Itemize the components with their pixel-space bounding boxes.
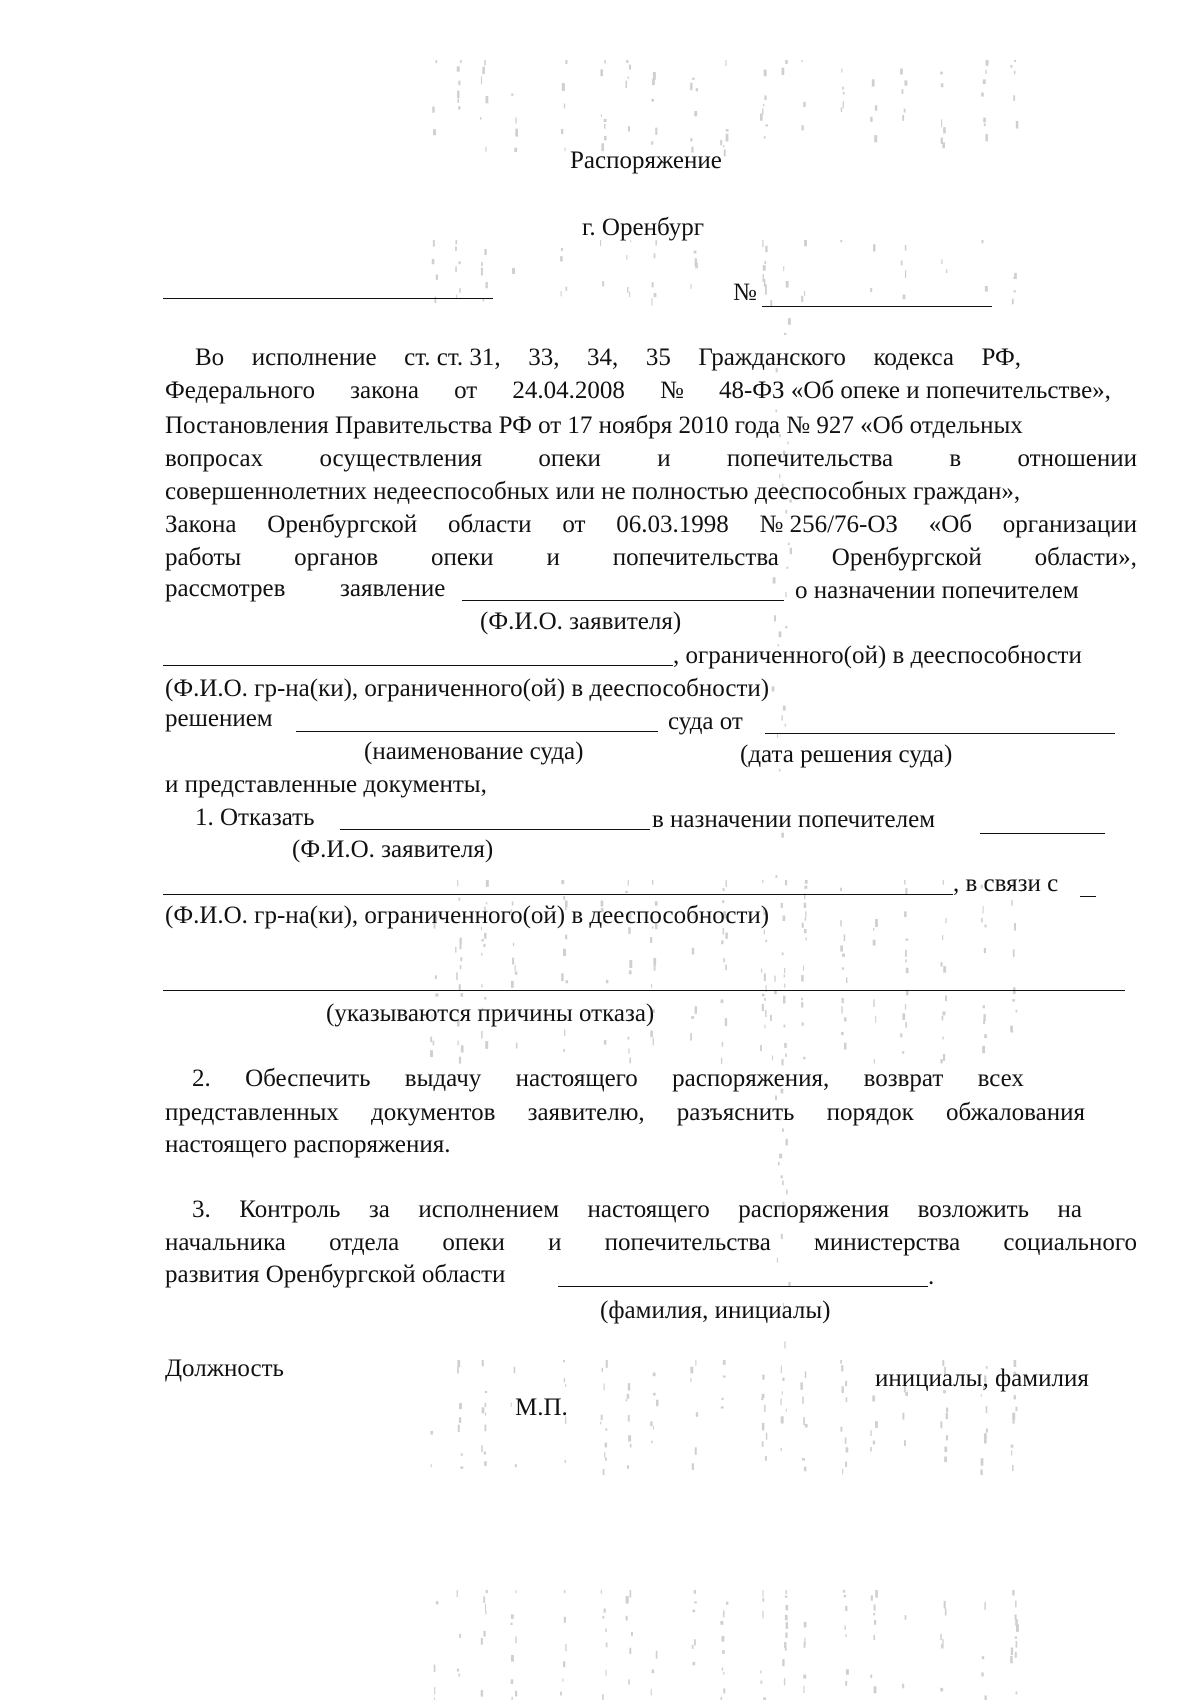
item1-hint-applicant: (Ф.И.О. заявителя)	[292, 836, 494, 863]
number-line	[762, 306, 992, 307]
item3-name-line	[558, 1286, 928, 1287]
preamble-line-6	[165, 512, 1137, 537]
seal-placeholder: М.П.	[515, 1394, 568, 1421]
item3-period: .	[928, 1263, 935, 1290]
word: осуществления	[319, 445, 483, 472]
word: и	[657, 445, 671, 472]
word: выдачу	[404, 1065, 482, 1092]
item1-ward-line	[163, 894, 953, 895]
preamble-line-7	[165, 545, 1137, 570]
court-from-label: суда от	[668, 708, 743, 735]
item3-hint-name: (фамилия, инициалы)	[600, 1297, 831, 1324]
item1-tail-line	[980, 833, 1105, 834]
preamble-line-2	[165, 378, 1111, 403]
word: исполнение	[251, 344, 377, 371]
word: 48-ФЗ «Об опеке и попечительстве»,	[718, 377, 1111, 404]
word: вопросах	[165, 445, 264, 472]
word: работы	[165, 544, 242, 571]
word: Федерального	[165, 377, 316, 404]
item1-text: в назначении попечителем	[652, 806, 936, 833]
item3-line-1	[192, 1197, 1082, 1222]
word: обжалования	[945, 1099, 1085, 1126]
word: ст. ст. 31,	[404, 344, 501, 371]
word: закона	[350, 377, 419, 404]
word: опеки	[442, 1229, 505, 1256]
word: от	[454, 377, 478, 404]
word: Закона	[165, 511, 237, 538]
appoint-guardian-text: о назначении попечителем	[795, 577, 1079, 604]
word: распоряжения	[738, 1196, 890, 1223]
word: в	[949, 445, 962, 472]
item2-line-3: настоящего распоряжения.	[165, 1131, 451, 1158]
word: организации	[1002, 511, 1137, 538]
item1-hint-reasons: (указываются причины отказа)	[326, 1000, 655, 1027]
word: на	[1057, 1196, 1082, 1223]
preamble-line-3: Постановления Правительства РФ от 17 ноября 2010 года № 927 «Об отдельных	[165, 412, 1023, 439]
word: представленных	[165, 1099, 339, 1126]
applicant-name-line	[462, 600, 784, 601]
word: Гражданского	[698, 344, 846, 371]
word: Контроль	[239, 1196, 341, 1223]
preamble-line-4	[165, 446, 1137, 471]
word: кодекса	[873, 344, 954, 371]
hint-date: (дата решения суда)	[740, 741, 953, 768]
word: Во	[195, 344, 225, 371]
item1-reason-start-line	[1080, 896, 1096, 897]
word: 06.03.1998	[616, 511, 729, 538]
word: порядок	[826, 1099, 914, 1126]
documents-text: и представленные документы,	[165, 771, 487, 798]
word: органов	[294, 544, 379, 571]
word: исполнением	[418, 1196, 560, 1223]
word: за	[368, 1196, 390, 1223]
item2-line-1	[192, 1066, 1024, 1091]
word: 33,	[528, 344, 560, 371]
preamble-line-1	[195, 345, 1021, 370]
considered-label: рассмотрев	[165, 575, 286, 602]
word: «Об	[928, 511, 972, 538]
item3-line-2	[165, 1230, 1137, 1255]
word: и	[548, 1229, 562, 1256]
word: области»,	[1034, 544, 1137, 571]
word: возврат	[863, 1065, 944, 1092]
application-label: заявление	[340, 575, 446, 602]
word: 2.	[192, 1065, 211, 1092]
item2-line-2	[165, 1100, 1085, 1125]
item3-line-3: развития Оренбургской области	[165, 1261, 506, 1288]
signature-position: Должность	[165, 1355, 284, 1382]
word: министерства	[814, 1229, 961, 1256]
word: РФ,	[981, 344, 1021, 371]
word: и	[546, 544, 560, 571]
court-name-line	[296, 731, 658, 732]
word: документов	[371, 1099, 496, 1126]
item1-applicant-line	[340, 829, 650, 830]
word: № 256/76-ОЗ	[759, 511, 898, 538]
word: отдела	[329, 1229, 400, 1256]
word: Оренбургской	[831, 544, 982, 571]
signature-name: инициалы, фамилия	[875, 1365, 1089, 1392]
word: области	[447, 511, 532, 538]
item1-in-connection: , в связи с	[953, 870, 1059, 897]
hint-ward: (Ф.И.О. гр-на(ки), ограниченного(ой) в дееспособности)	[165, 675, 770, 702]
word: начальника	[165, 1229, 286, 1256]
word: отношении	[1017, 445, 1137, 472]
word: всех	[977, 1065, 1024, 1092]
court-date-line	[765, 733, 1115, 734]
word: попечительства	[612, 544, 779, 571]
date-line	[163, 298, 493, 299]
hint-applicant: (Ф.И.О. заявителя)	[480, 608, 682, 635]
word: Обеспечить	[245, 1065, 371, 1092]
limited-capacity-text: , ограниченного(ой) в дееспособности	[673, 642, 1082, 669]
word: Оренбургской	[267, 511, 418, 538]
hint-court: (наименование суда)	[364, 738, 584, 765]
word: распоряжения,	[672, 1065, 830, 1092]
word: попечительства	[726, 445, 894, 472]
word: настоящего	[587, 1196, 710, 1223]
word: 24.04.2008	[512, 377, 625, 404]
word: попечительства	[604, 1229, 771, 1256]
city: г. Оренбург	[582, 214, 704, 241]
word: 35	[645, 344, 671, 371]
preamble-line-5: совершеннолетних недееспособных или не полностью дееспособных граждан»,	[165, 478, 1021, 505]
word: №	[659, 377, 684, 404]
word: от	[562, 511, 586, 538]
item1-hint-ward: (Ф.И.О. гр-на(ки), ограниченного(ой) в дееспособности)	[165, 902, 770, 929]
ward-name-line	[163, 665, 673, 666]
item1-reasons-line	[163, 990, 1125, 991]
word: заявителю,	[527, 1099, 645, 1126]
word: настоящего	[515, 1065, 638, 1092]
word: 34,	[587, 344, 619, 371]
word: возложить	[917, 1196, 1029, 1223]
word: 3.	[192, 1196, 211, 1223]
word: разъяснить	[676, 1099, 795, 1126]
number-sign: №	[733, 279, 757, 306]
decision-label: решением	[165, 705, 273, 732]
word: социального	[1003, 1229, 1137, 1256]
document-title: Распоряжение	[570, 147, 722, 174]
item1-label: 1. Отказать	[195, 804, 315, 831]
word: опеки	[538, 445, 601, 472]
word: опеки	[431, 544, 494, 571]
